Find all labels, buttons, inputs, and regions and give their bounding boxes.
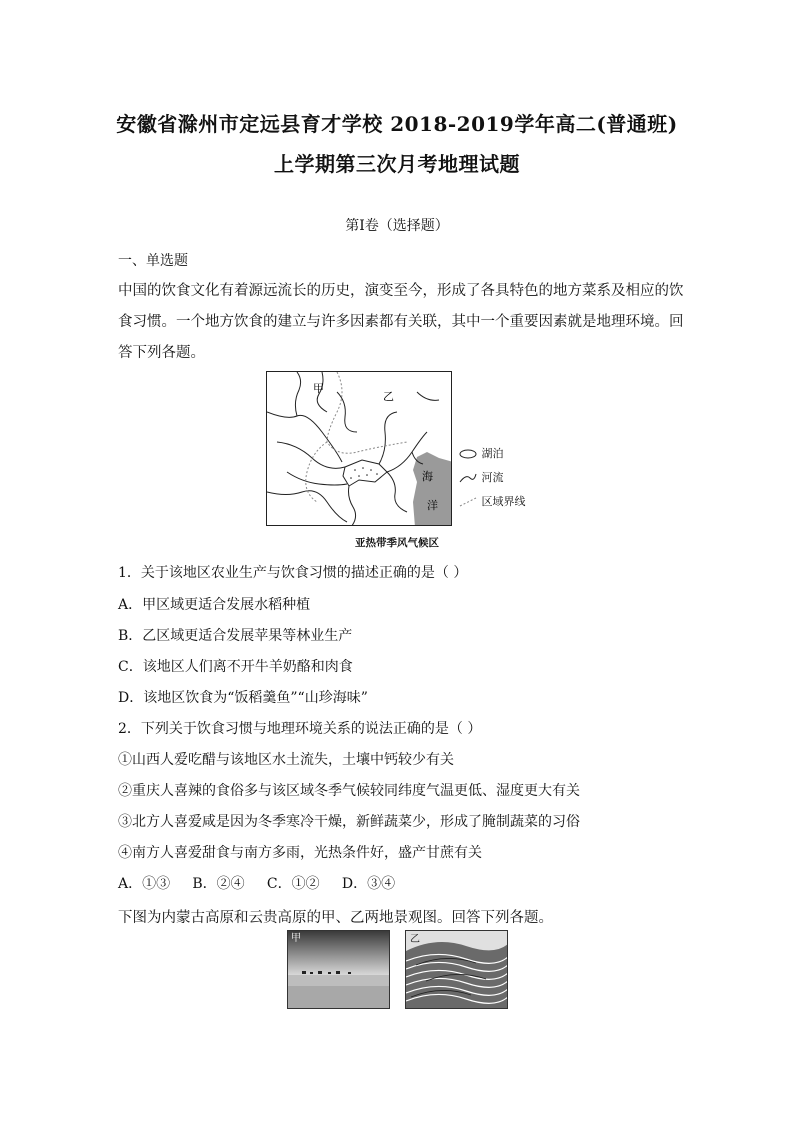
river-icon: [458, 472, 478, 484]
q2-answer-options: A．①③ B．②④ C．①② D．③④: [118, 876, 396, 892]
legend-river-label: 河流: [481, 471, 504, 484]
legend-boundary-label: 区域界线: [481, 495, 526, 508]
document-title-line2: 上学期第三次月考地理试题: [274, 152, 520, 176]
legend-river: [458, 469, 504, 485]
photo-label-yi: 乙: [410, 934, 420, 945]
photo-label-jia: 甲: [291, 933, 301, 944]
sea-label-1: 海: [422, 470, 433, 483]
q1-option-a: A．甲区域更适合发展水稻种植: [118, 597, 311, 613]
q1-option-d: D．该地区饮食为“饭稻羹鱼”“山珍海味”: [118, 690, 368, 706]
lake-area: [343, 460, 387, 486]
q1-option-c: C．该地区人们离不开牛羊奶酪和肉食: [118, 659, 353, 675]
legend-boundary: [458, 493, 526, 509]
legend-lake: [458, 445, 504, 461]
q2-item-2: ②重庆人喜辣的食俗多与该区域冬季气候较同纬度气温更低、湿度更大有关: [118, 783, 580, 799]
q2-item-3: ③北方人喜爱咸是因为冬季寒冷干燥，新鲜蔬菜少，形成了腌制蔬菜的习俗: [118, 814, 580, 830]
map-drawing: [267, 372, 452, 526]
document-title-line1: 安徽省滁州市定远县育才学校 2018-2019学年高二(普通班): [116, 112, 678, 136]
intro2-paragraph: 下图为内蒙古高原和云贵高原的甲、乙两地景观图。回答下列各题。: [118, 910, 553, 926]
boundary-icon: [458, 496, 478, 508]
section-heading: 第Ⅰ卷（选择题）: [345, 218, 449, 234]
intro-paragraph: 中国的饮食文化有着源远流长的历史，演变至今，形成了各具特色的地方菜系及相应的饮食习惯。一个地方饮食的建立与许多因素都有关联，其中一个重要因素就是地理环境。回答下列各题。: [118, 283, 684, 361]
region-label-yi: 乙: [383, 390, 394, 403]
q1-stem: 1．关于该地区农业生产与饮食习惯的描述正确的是（ ）: [118, 565, 468, 581]
sea-area: [413, 452, 452, 526]
map-caption: 亚热带季风气候区: [355, 537, 439, 549]
terrace-photo: [405, 930, 508, 1009]
q2-item-4: ④南方人喜爱甜食与南方多雨，光热条件好，盛产甘蔗有关: [118, 845, 482, 861]
q2-stem: 2．下列关于饮食习惯与地理环境关系的说法正确的是（ ）: [118, 721, 482, 737]
terrace-image: [406, 931, 508, 1009]
q2-item-1: ①山西人爱吃醋与该地区水土流失，土壤中钙较少有关: [118, 752, 454, 768]
q1-option-b: B．乙区域更适合发展苹果等林业生产: [118, 628, 353, 644]
grassland-photo: [287, 930, 390, 1009]
lake-icon: [458, 448, 478, 460]
sea-label-2: 洋: [427, 499, 438, 512]
grassland-image: [288, 931, 390, 1009]
region-map: [266, 371, 452, 526]
region-label-jia: 甲: [313, 382, 324, 395]
part-heading: 一、单选题: [118, 253, 188, 269]
legend-lake-label: 湖泊: [481, 447, 504, 460]
